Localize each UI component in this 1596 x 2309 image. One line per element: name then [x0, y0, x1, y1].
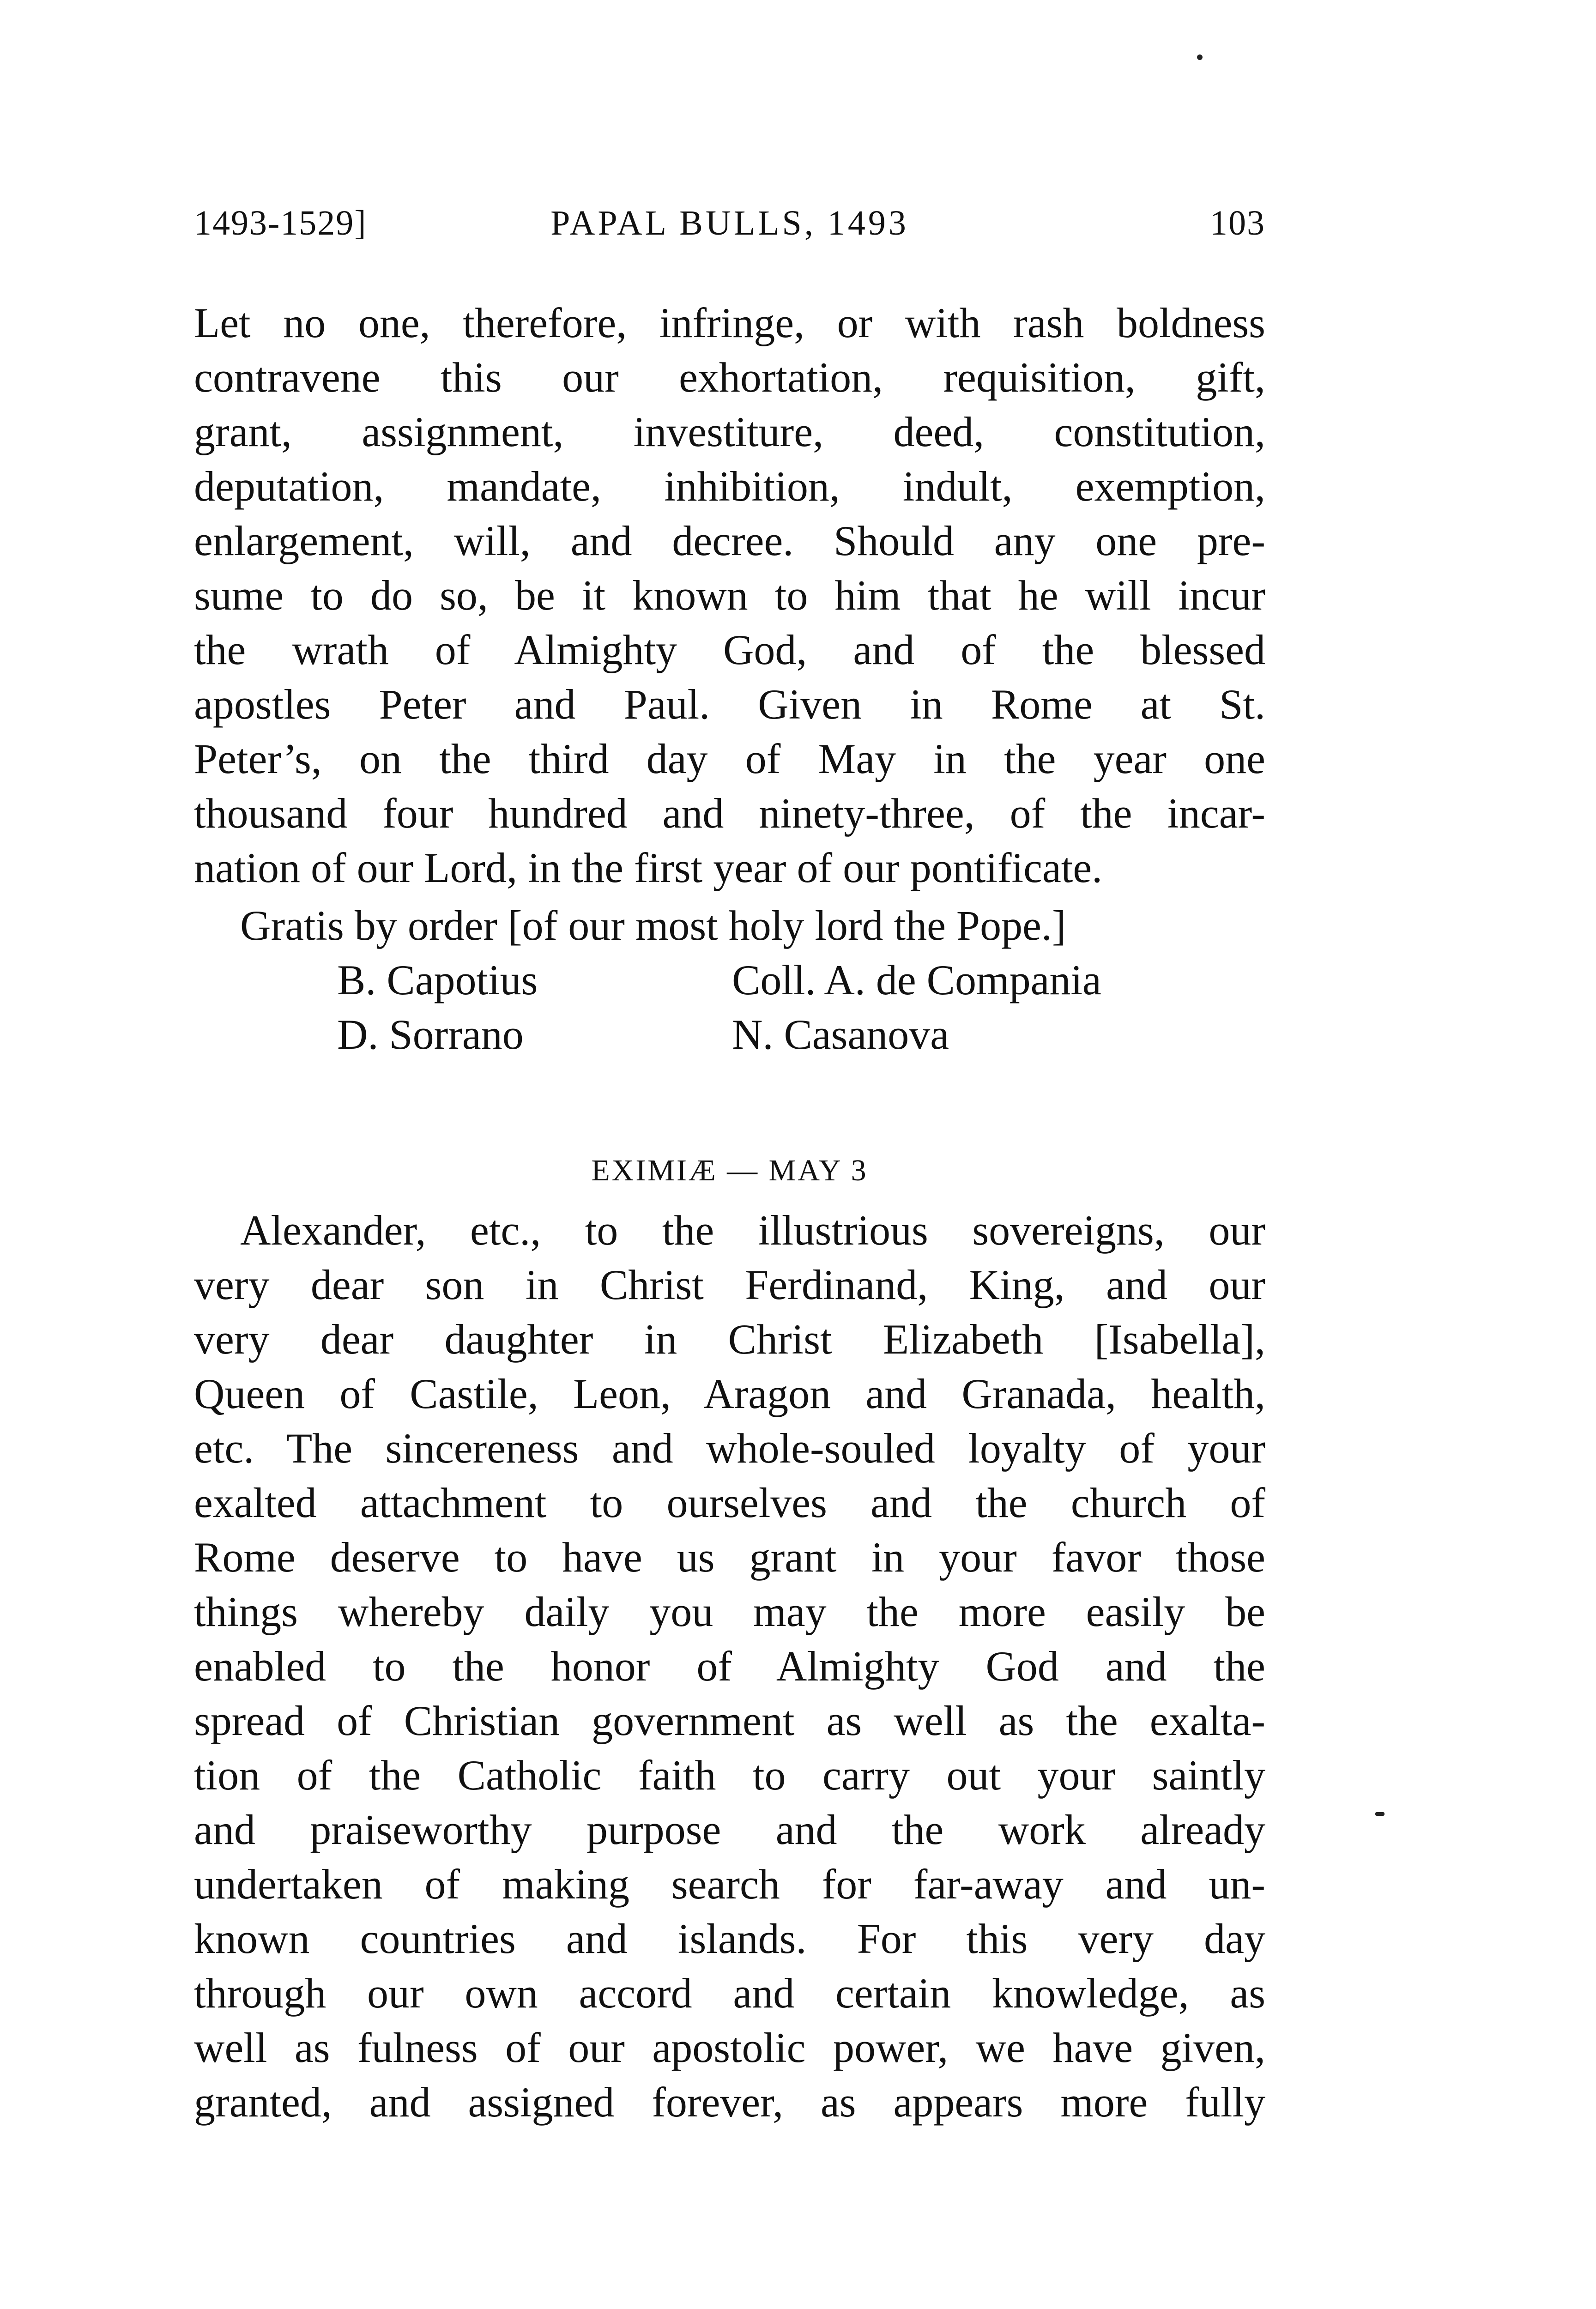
text-line: sume to do so, be it known to him that he will incur: [194, 572, 1265, 619]
header-date-range: 1493-1529]: [194, 204, 367, 242]
text-line: tion of the Catholic faith to carry out your saintly: [194, 1752, 1265, 1799]
print-speck: [1375, 1812, 1384, 1816]
gratis-line: Gratis by order [of our most holy lord the Pope.]: [240, 902, 1066, 949]
header-title: PAPAL BULLS, 1493: [550, 204, 909, 242]
text-line: and praiseworthy purpose and the work already: [194, 1806, 1265, 1853]
text-line: enlargement, will, and decree. Should any one pre-: [194, 517, 1265, 564]
text-line: Let no one, therefore, infringe, or with rash boldness: [194, 299, 1265, 346]
signature-left-1: B. Capotius: [337, 956, 538, 1003]
text-line: Alexander, etc., to the illustrious sovereigns, our: [240, 1207, 1265, 1254]
paragraph-eximiae-bull: [194, 1203, 1265, 2129]
text-line: things whereby daily you may the more easily be: [194, 1588, 1265, 1635]
text-line: the wrath of Almighty God, and of the blessed: [194, 626, 1265, 673]
text-line: contravene this our exhortation, requisition, gift,: [194, 354, 1265, 401]
text-line: granted, and assigned forever, as appears more fully: [194, 2079, 1265, 2126]
text-line: Peter’s, on the third day of May in the year one: [194, 735, 1265, 782]
text-line: nation of our Lord, in the first year of our pontificate.: [194, 844, 1103, 891]
text-line: spread of Christian government as well as the exalta-: [194, 1697, 1265, 1744]
text-line: through our own accord and certain knowledge, as: [194, 1970, 1265, 2017]
text-line: well as fulness of our apostolic power, we have given,: [194, 2024, 1265, 2071]
text-line: apostles Peter and Paul. Given in Rome at St.: [194, 681, 1265, 728]
text-line: Queen of Castile, Leon, Aragon and Granada, health,: [194, 1370, 1265, 1417]
text-line: etc. The sincereness and whole-souled loyalty of your: [194, 1425, 1265, 1472]
text-line: exalted attachment to ourselves and the church of: [194, 1479, 1265, 1526]
text-line: known countries and islands. For this very day: [194, 1915, 1265, 1962]
page-number: 103: [1210, 204, 1265, 242]
signature-left-2: D. Sorrano: [337, 1011, 524, 1058]
print-speck: [1197, 54, 1203, 60]
signature-right-2: N. Casanova: [732, 1011, 949, 1058]
text-line: enabled to the honor of Almighty God and the: [194, 1643, 1265, 1690]
text-line: thousand four hundred and ninety-three, of the incar-: [194, 790, 1265, 837]
text-line: undertaken of making search for far-away and un-: [194, 1861, 1265, 1908]
running-header: [194, 203, 1265, 259]
section-title: EXIMIÆ — MAY 3: [591, 1154, 868, 1187]
text-line: deputation, mandate, inhibition, indult, exemption,: [194, 463, 1265, 510]
paragraph-decree-conclusion: [194, 296, 1265, 895]
text-line: very dear son in Christ Ferdinand, King, and our: [194, 1261, 1265, 1308]
text-line: very dear daughter in Christ Elizabeth [Isabella],: [194, 1316, 1265, 1363]
text-line: Rome deserve to have us grant in your favor those: [194, 1534, 1265, 1581]
text-line: grant, assignment, investiture, deed, constitution,: [194, 408, 1265, 455]
signature-right-1: Coll. A. de Compania: [732, 956, 1101, 1003]
